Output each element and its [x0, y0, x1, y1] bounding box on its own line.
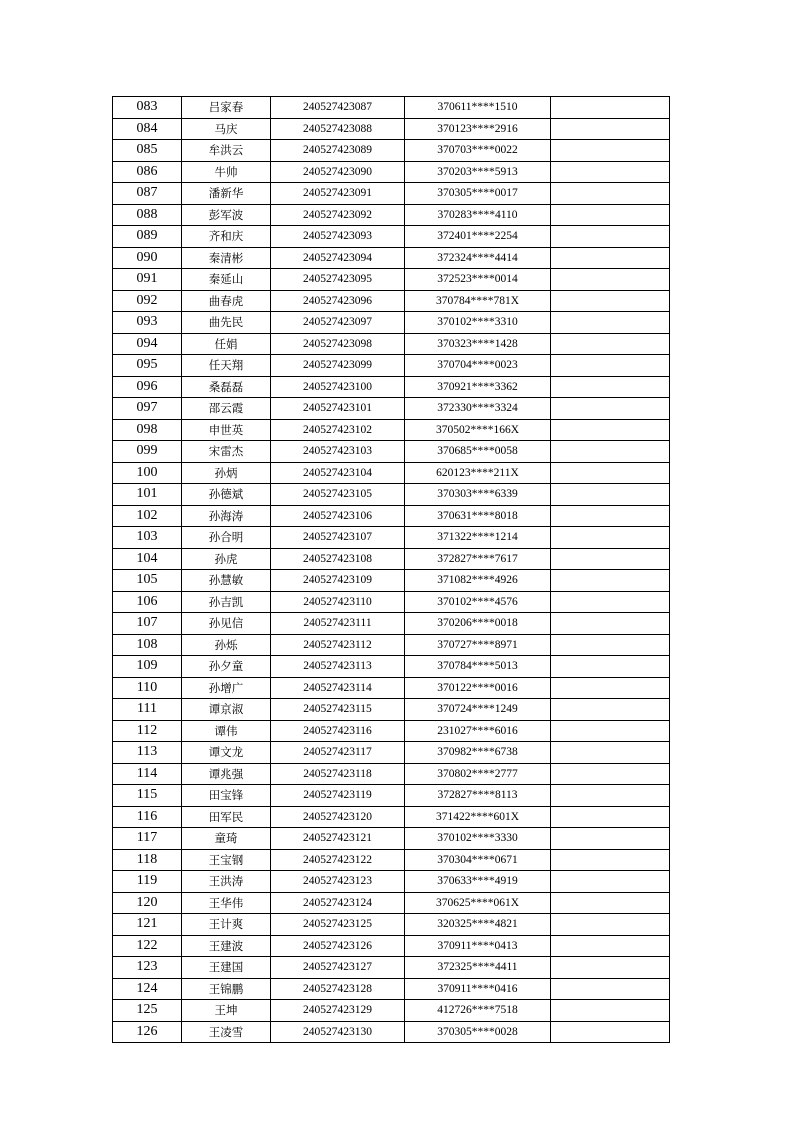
id-number-cell: 370727****8971: [405, 634, 551, 656]
seq-number-cell: 126: [113, 1021, 182, 1043]
name-cell: 孙增广: [182, 677, 271, 699]
table-row: [113, 204, 670, 226]
ticket-number-cell: 240527423089: [271, 140, 405, 162]
table-row: [113, 720, 670, 742]
blank-cell: [551, 97, 670, 119]
id-number-cell: 370283****4110: [405, 204, 551, 226]
name-cell: 田军民: [182, 806, 271, 828]
name-cell: 王凌雪: [182, 1021, 271, 1043]
name-cell: 王建波: [182, 935, 271, 957]
blank-cell: [551, 226, 670, 248]
id-number-cell: 370502****166X: [405, 419, 551, 441]
seq-number-cell: 104: [113, 548, 182, 570]
blank-cell: [551, 505, 670, 527]
ticket-number-cell: 240527423105: [271, 484, 405, 506]
ticket-number-cell: 240527423117: [271, 742, 405, 764]
blank-cell: [551, 1021, 670, 1043]
ticket-number-cell: 240527423088: [271, 118, 405, 140]
name-cell: 王计爽: [182, 914, 271, 936]
name-cell: 童琦: [182, 828, 271, 850]
name-cell: 王坤: [182, 1000, 271, 1022]
name-cell: 任天翔: [182, 355, 271, 377]
seq-number-cell: 093: [113, 312, 182, 334]
id-number-cell: 372827****7617: [405, 548, 551, 570]
seq-number-cell: 087: [113, 183, 182, 205]
name-cell: 潘新华: [182, 183, 271, 205]
name-cell: 田宝锋: [182, 785, 271, 807]
id-number-cell: 371322****1214: [405, 527, 551, 549]
ticket-number-cell: 240527423092: [271, 204, 405, 226]
blank-cell: [551, 613, 670, 635]
id-number-cell: 370203****5913: [405, 161, 551, 183]
table-row: [113, 935, 670, 957]
table-row: [113, 484, 670, 506]
name-cell: 牛帅: [182, 161, 271, 183]
name-cell: 孙德斌: [182, 484, 271, 506]
name-cell: 谭京淑: [182, 699, 271, 721]
name-cell: 秦延山: [182, 269, 271, 291]
blank-cell: [551, 742, 670, 764]
blank-cell: [551, 570, 670, 592]
blank-cell: [551, 204, 670, 226]
blank-cell: [551, 398, 670, 420]
ticket-number-cell: 240527423106: [271, 505, 405, 527]
seq-number-cell: 105: [113, 570, 182, 592]
seq-number-cell: 108: [113, 634, 182, 656]
seq-number-cell: 100: [113, 462, 182, 484]
blank-cell: [551, 333, 670, 355]
table-row: [113, 806, 670, 828]
blank-cell: [551, 720, 670, 742]
table-row: [113, 398, 670, 420]
id-number-cell: 370921****3362: [405, 376, 551, 398]
blank-cell: [551, 161, 670, 183]
table-row: [113, 462, 670, 484]
seq-number-cell: 102: [113, 505, 182, 527]
blank-cell: [551, 699, 670, 721]
id-number-cell: 370982****6738: [405, 742, 551, 764]
table-row: [113, 505, 670, 527]
blank-cell: [551, 677, 670, 699]
ticket-number-cell: 240527423128: [271, 978, 405, 1000]
ticket-number-cell: 240527423113: [271, 656, 405, 678]
ticket-number-cell: 240527423115: [271, 699, 405, 721]
blank-cell: [551, 441, 670, 463]
id-number-cell: 372401****2254: [405, 226, 551, 248]
id-number-cell: 370911****0416: [405, 978, 551, 1000]
blank-cell: [551, 462, 670, 484]
id-number-cell: 370631****8018: [405, 505, 551, 527]
blank-cell: [551, 849, 670, 871]
seq-number-cell: 094: [113, 333, 182, 355]
id-number-cell: 370303****6339: [405, 484, 551, 506]
id-number-cell: 372827****8113: [405, 785, 551, 807]
blank-cell: [551, 763, 670, 785]
table-row: [113, 140, 670, 162]
blank-cell: [551, 871, 670, 893]
seq-number-cell: 099: [113, 441, 182, 463]
seq-number-cell: 084: [113, 118, 182, 140]
ticket-number-cell: 240527423101: [271, 398, 405, 420]
id-number-cell: 371082****4926: [405, 570, 551, 592]
name-cell: 曲先民: [182, 312, 271, 334]
blank-cell: [551, 247, 670, 269]
blank-cell: [551, 312, 670, 334]
blank-cell: [551, 269, 670, 291]
seq-number-cell: 115: [113, 785, 182, 807]
ticket-number-cell: 240527423123: [271, 871, 405, 893]
ticket-number-cell: 240527423121: [271, 828, 405, 850]
table-row: [113, 828, 670, 850]
blank-cell: [551, 484, 670, 506]
table-row: [113, 914, 670, 936]
table-row: [113, 441, 670, 463]
ticket-number-cell: 240527423111: [271, 613, 405, 635]
table-row: [113, 226, 670, 248]
ticket-number-cell: 240527423090: [271, 161, 405, 183]
ticket-number-cell: 240527423100: [271, 376, 405, 398]
seq-number-cell: 114: [113, 763, 182, 785]
table-row: [113, 634, 670, 656]
name-cell: 王建国: [182, 957, 271, 979]
name-cell: 孙虎: [182, 548, 271, 570]
name-cell: 牟洪云: [182, 140, 271, 162]
ticket-number-cell: 240527423102: [271, 419, 405, 441]
seq-number-cell: 083: [113, 97, 182, 119]
table-row: [113, 355, 670, 377]
id-number-cell: 231027****6016: [405, 720, 551, 742]
roster-table-body: [113, 97, 670, 1043]
name-cell: 宋雷杰: [182, 441, 271, 463]
table-row: [113, 247, 670, 269]
seq-number-cell: 125: [113, 1000, 182, 1022]
name-cell: 齐和庆: [182, 226, 271, 248]
seq-number-cell: 110: [113, 677, 182, 699]
table-row: [113, 419, 670, 441]
ticket-number-cell: 240527423125: [271, 914, 405, 936]
id-number-cell: 370123****2916: [405, 118, 551, 140]
id-number-cell: 370911****0413: [405, 935, 551, 957]
seq-number-cell: 085: [113, 140, 182, 162]
ticket-number-cell: 240527423099: [271, 355, 405, 377]
ticket-number-cell: 240527423107: [271, 527, 405, 549]
name-cell: 邵云霞: [182, 398, 271, 420]
blank-cell: [551, 419, 670, 441]
ticket-number-cell: 240527423120: [271, 806, 405, 828]
blank-cell: [551, 591, 670, 613]
seq-number-cell: 116: [113, 806, 182, 828]
id-number-cell: 370703****0022: [405, 140, 551, 162]
id-number-cell: 371422****601X: [405, 806, 551, 828]
table-row: [113, 333, 670, 355]
id-number-cell: 370685****0058: [405, 441, 551, 463]
roster-table: [112, 96, 670, 1043]
table-row: [113, 892, 670, 914]
id-number-cell: 370102****4576: [405, 591, 551, 613]
name-cell: 谭兆强: [182, 763, 271, 785]
table-row: [113, 849, 670, 871]
seq-number-cell: 120: [113, 892, 182, 914]
blank-cell: [551, 290, 670, 312]
seq-number-cell: 123: [113, 957, 182, 979]
name-cell: 孙烁: [182, 634, 271, 656]
table-row: [113, 677, 670, 699]
ticket-number-cell: 240527423110: [271, 591, 405, 613]
name-cell: 彭军波: [182, 204, 271, 226]
ticket-number-cell: 240527423095: [271, 269, 405, 291]
blank-cell: [551, 634, 670, 656]
seq-number-cell: 112: [113, 720, 182, 742]
table-row: [113, 290, 670, 312]
id-number-cell: 370304****0671: [405, 849, 551, 871]
table-row: [113, 118, 670, 140]
table-row: [113, 312, 670, 334]
id-number-cell: 370102****3330: [405, 828, 551, 850]
name-cell: 秦清彬: [182, 247, 271, 269]
table-row: [113, 763, 670, 785]
seq-number-cell: 101: [113, 484, 182, 506]
id-number-cell: 370305****0017: [405, 183, 551, 205]
name-cell: 桑磊磊: [182, 376, 271, 398]
seq-number-cell: 121: [113, 914, 182, 936]
blank-cell: [551, 806, 670, 828]
seq-number-cell: 095: [113, 355, 182, 377]
blank-cell: [551, 957, 670, 979]
table-row: [113, 269, 670, 291]
id-number-cell: 370704****0023: [405, 355, 551, 377]
id-number-cell: 320325****4821: [405, 914, 551, 936]
ticket-number-cell: 240527423097: [271, 312, 405, 334]
id-number-cell: 370784****781X: [405, 290, 551, 312]
seq-number-cell: 111: [113, 699, 182, 721]
table-row: [113, 699, 670, 721]
id-number-cell: 370625****061X: [405, 892, 551, 914]
seq-number-cell: 097: [113, 398, 182, 420]
blank-cell: [551, 656, 670, 678]
name-cell: 孙慧敏: [182, 570, 271, 592]
name-cell: 吕家春: [182, 97, 271, 119]
name-cell: 孙夕童: [182, 656, 271, 678]
blank-cell: [551, 785, 670, 807]
ticket-number-cell: 240527423096: [271, 290, 405, 312]
blank-cell: [551, 183, 670, 205]
seq-number-cell: 090: [113, 247, 182, 269]
seq-number-cell: 106: [113, 591, 182, 613]
ticket-number-cell: 240527423104: [271, 462, 405, 484]
blank-cell: [551, 355, 670, 377]
table-row: [113, 1000, 670, 1022]
ticket-number-cell: 240527423091: [271, 183, 405, 205]
seq-number-cell: 118: [113, 849, 182, 871]
id-number-cell: 370724****1249: [405, 699, 551, 721]
id-number-cell: 412726****7518: [405, 1000, 551, 1022]
seq-number-cell: 117: [113, 828, 182, 850]
blank-cell: [551, 140, 670, 162]
table-row: [113, 785, 670, 807]
ticket-number-cell: 240527423098: [271, 333, 405, 355]
ticket-number-cell: 240527423126: [271, 935, 405, 957]
id-number-cell: 372324****4414: [405, 247, 551, 269]
id-number-cell: 370633****4919: [405, 871, 551, 893]
blank-cell: [551, 828, 670, 850]
ticket-number-cell: 240527423130: [271, 1021, 405, 1043]
blank-cell: [551, 914, 670, 936]
blank-cell: [551, 527, 670, 549]
blank-cell: [551, 376, 670, 398]
blank-cell: [551, 548, 670, 570]
blank-cell: [551, 118, 670, 140]
ticket-number-cell: 240527423109: [271, 570, 405, 592]
table-row: [113, 548, 670, 570]
ticket-number-cell: 240527423087: [271, 97, 405, 119]
blank-cell: [551, 935, 670, 957]
ticket-number-cell: 240527423129: [271, 1000, 405, 1022]
id-number-cell: 372330****3324: [405, 398, 551, 420]
id-number-cell: 372325****4411: [405, 957, 551, 979]
seq-number-cell: 122: [113, 935, 182, 957]
blank-cell: [551, 892, 670, 914]
table-row: [113, 97, 670, 119]
name-cell: 马庆: [182, 118, 271, 140]
table-row: [113, 570, 670, 592]
name-cell: 王洪涛: [182, 871, 271, 893]
id-number-cell: 370611****1510: [405, 97, 551, 119]
id-number-cell: 370122****0016: [405, 677, 551, 699]
seq-number-cell: 092: [113, 290, 182, 312]
name-cell: 孙吉凯: [182, 591, 271, 613]
table-row: [113, 656, 670, 678]
seq-number-cell: 096: [113, 376, 182, 398]
id-number-cell: 370784****5013: [405, 656, 551, 678]
table-row: [113, 613, 670, 635]
id-number-cell: 372523****0014: [405, 269, 551, 291]
ticket-number-cell: 240527423122: [271, 849, 405, 871]
id-number-cell: 370206****0018: [405, 613, 551, 635]
name-cell: 王锦鹏: [182, 978, 271, 1000]
id-number-cell: 620123****211X: [405, 462, 551, 484]
table-row: [113, 527, 670, 549]
name-cell: 谭伟: [182, 720, 271, 742]
table-row: [113, 871, 670, 893]
id-number-cell: 370323****1428: [405, 333, 551, 355]
table-row: [113, 742, 670, 764]
seq-number-cell: 109: [113, 656, 182, 678]
ticket-number-cell: 240527423103: [271, 441, 405, 463]
table-row: [113, 376, 670, 398]
table-row: [113, 1021, 670, 1043]
seq-number-cell: 098: [113, 419, 182, 441]
seq-number-cell: 124: [113, 978, 182, 1000]
seq-number-cell: 107: [113, 613, 182, 635]
seq-number-cell: 091: [113, 269, 182, 291]
blank-cell: [551, 978, 670, 1000]
table-row: [113, 978, 670, 1000]
ticket-number-cell: 240527423116: [271, 720, 405, 742]
ticket-number-cell: 240527423108: [271, 548, 405, 570]
ticket-number-cell: 240527423114: [271, 677, 405, 699]
name-cell: 孙海涛: [182, 505, 271, 527]
seq-number-cell: 103: [113, 527, 182, 549]
name-cell: 孙合明: [182, 527, 271, 549]
seq-number-cell: 086: [113, 161, 182, 183]
ticket-number-cell: 240527423094: [271, 247, 405, 269]
table-row: [113, 183, 670, 205]
id-number-cell: 370802****2777: [405, 763, 551, 785]
name-cell: 孙见信: [182, 613, 271, 635]
blank-cell: [551, 1000, 670, 1022]
ticket-number-cell: 240527423119: [271, 785, 405, 807]
ticket-number-cell: 240527423112: [271, 634, 405, 656]
name-cell: 孙炳: [182, 462, 271, 484]
table-row: [113, 591, 670, 613]
ticket-number-cell: 240527423118: [271, 763, 405, 785]
seq-number-cell: 119: [113, 871, 182, 893]
ticket-number-cell: 240527423093: [271, 226, 405, 248]
ticket-number-cell: 240527423124: [271, 892, 405, 914]
name-cell: 王华伟: [182, 892, 271, 914]
name-cell: 曲春虎: [182, 290, 271, 312]
id-number-cell: 370305****0028: [405, 1021, 551, 1043]
seq-number-cell: 113: [113, 742, 182, 764]
name-cell: 任娟: [182, 333, 271, 355]
name-cell: 王宝钢: [182, 849, 271, 871]
name-cell: 申世英: [182, 419, 271, 441]
ticket-number-cell: 240527423127: [271, 957, 405, 979]
seq-number-cell: 089: [113, 226, 182, 248]
table-row: [113, 957, 670, 979]
id-number-cell: 370102****3310: [405, 312, 551, 334]
table-row: [113, 161, 670, 183]
name-cell: 谭文龙: [182, 742, 271, 764]
seq-number-cell: 088: [113, 204, 182, 226]
